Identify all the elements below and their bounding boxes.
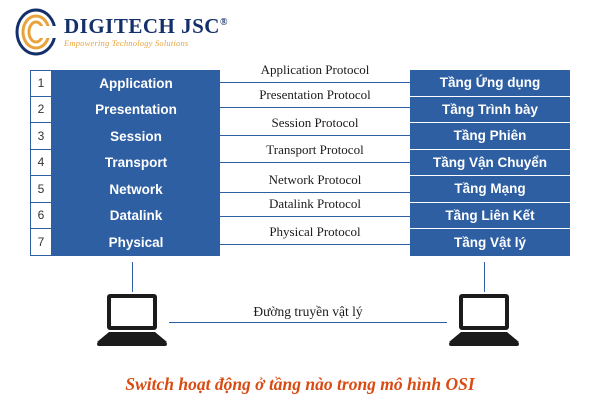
- layer-name-right: Tầng Liên Kết: [410, 203, 570, 230]
- layer-name-left: Session: [52, 123, 220, 150]
- layer-name-right: Tầng Mạng: [410, 176, 570, 203]
- layer-number: 1: [30, 70, 52, 97]
- protocol-divider: [220, 82, 410, 83]
- layer-name-left: Presentation: [52, 97, 220, 124]
- layer-number: 4: [30, 150, 52, 177]
- layer-number: 2: [30, 97, 52, 124]
- layer-name-left: Datalink: [52, 203, 220, 230]
- protocol-label: Presentation Protocol: [259, 87, 371, 102]
- layer-name-left: Physical: [52, 229, 220, 256]
- layer-name-left: Application: [52, 70, 220, 97]
- table-row: [30, 97, 220, 124]
- protocol-label: Physical Protocol: [269, 224, 361, 239]
- protocol-divider: [220, 192, 410, 193]
- table-row: [30, 229, 220, 256]
- laptop-icon: [447, 292, 521, 350]
- logo-company-name-text: DIGITECH JSC: [64, 14, 220, 38]
- physical-link-label: Đường truyền vật lý: [218, 303, 398, 321]
- osi-stack-left: [30, 70, 220, 256]
- page-title: Switch hoạt động ở tầng nào trong mô hình OSI: [125, 374, 475, 394]
- protocol-divider: [220, 244, 410, 245]
- protocol-divider: [220, 135, 410, 136]
- layer-name-right: Tầng Vận Chuyển: [410, 150, 570, 177]
- layer-name-right: Tầng Ứng dụng: [410, 70, 570, 97]
- logo-text-block: [64, 12, 228, 48]
- logo-company-name: [64, 12, 228, 37]
- table-row: [30, 123, 220, 150]
- protocol-label: Session Protocol: [271, 115, 359, 130]
- registered-mark-icon: ®: [219, 17, 228, 28]
- company-logo: [12, 6, 262, 58]
- layer-name-right: Tầng Vật lý: [410, 229, 570, 256]
- protocol-label: Datalink Protocol: [268, 196, 362, 211]
- protocol-label: Transport Protocol: [266, 142, 364, 157]
- protocol-label-group: [220, 62, 410, 262]
- layer-name-right: Tầng Phiên: [410, 123, 570, 150]
- layer-number: 6: [30, 203, 52, 230]
- protocol-label: Application Protocol: [260, 62, 370, 77]
- protocol-label: Network Protocol: [268, 172, 362, 187]
- layer-name-left: Network: [52, 176, 220, 203]
- table-row: [30, 150, 220, 177]
- layer-name-left: Transport: [52, 150, 220, 177]
- layer-number: 3: [30, 123, 52, 150]
- protocol-divider: [220, 162, 410, 163]
- laptop-icon: [95, 292, 169, 350]
- stack-to-device-connector-right: [484, 262, 485, 292]
- protocol-divider: [220, 107, 410, 108]
- physical-link-line: [169, 322, 447, 323]
- stack-to-device-connector-left: [132, 262, 133, 292]
- layer-name-right: Tầng Trình bày: [410, 97, 570, 124]
- protocol-divider: [220, 216, 410, 217]
- layer-number: 7: [30, 229, 52, 256]
- table-row: [30, 70, 220, 97]
- fingerprint-oval-icon: [12, 8, 60, 56]
- layer-number: 5: [30, 176, 52, 203]
- table-row: [30, 203, 220, 230]
- table-row: [30, 176, 220, 203]
- logo-tagline: Empowering Technology Solutions: [64, 38, 189, 48]
- osi-stack-right: [410, 70, 570, 256]
